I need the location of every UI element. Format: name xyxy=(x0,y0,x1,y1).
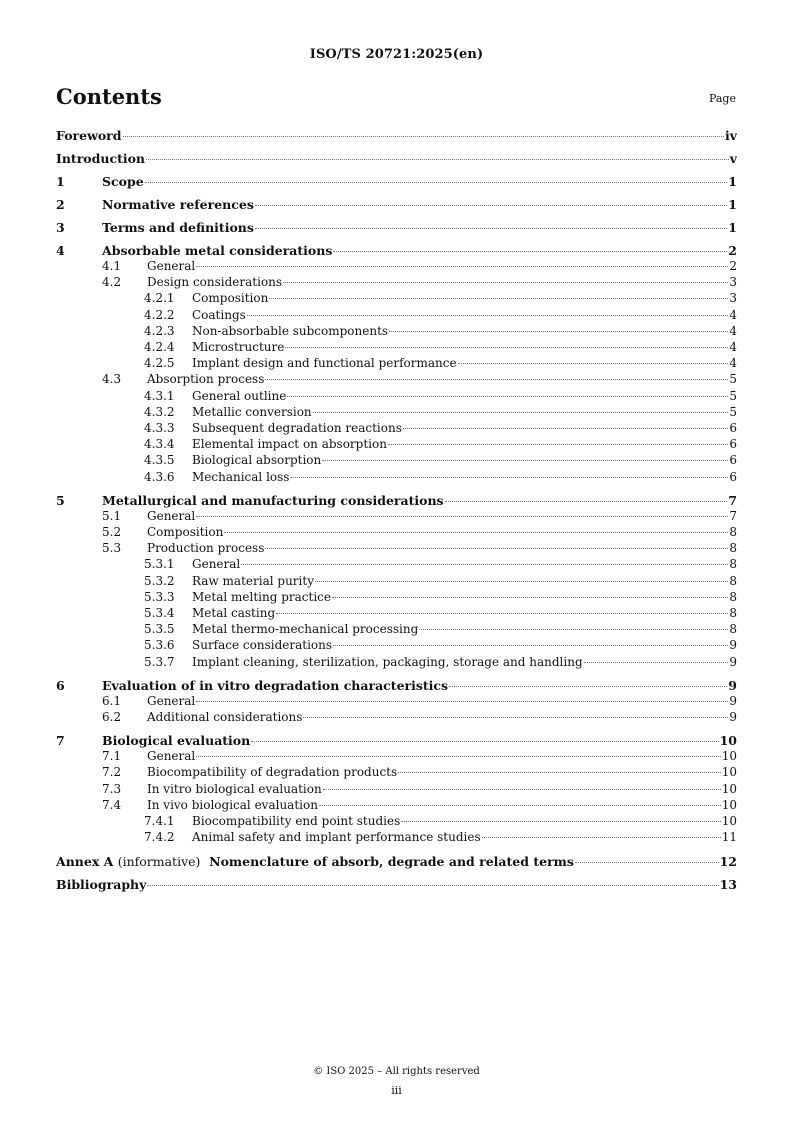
toc-number: 6.1 xyxy=(102,693,122,708)
toc-title: Biocompatibility end point studies xyxy=(192,814,401,829)
annex-title: Nomenclature of absorb, degrade and related terms xyxy=(209,853,574,869)
toc-title: Surface considerations xyxy=(192,638,333,653)
toc-entry-4-3-5[interactable] xyxy=(56,452,737,468)
copyright-notice: © ISO 2025 – All rights reserved xyxy=(313,1066,480,1077)
dot-leader xyxy=(196,516,728,517)
dot-leader xyxy=(323,789,721,790)
toc-entry-foreword[interactable] xyxy=(56,128,737,143)
dot-leader xyxy=(255,205,727,206)
dot-leader xyxy=(255,228,727,229)
toc-page: 1 xyxy=(728,174,737,189)
toc-page: 9 xyxy=(729,710,737,725)
toc-page: 3 xyxy=(729,275,737,290)
toc-page: 6 xyxy=(729,453,737,468)
dot-leader xyxy=(332,597,728,598)
toc-entry-5-3-7[interactable] xyxy=(56,654,737,670)
toc-number: 5.3.1 xyxy=(144,557,175,572)
toc-entry-7[interactable] xyxy=(56,733,737,748)
toc-title: General xyxy=(147,508,196,523)
toc-page: 12 xyxy=(719,853,737,869)
toc-title: Scope xyxy=(102,174,144,189)
dot-leader xyxy=(196,266,728,267)
dot-leader xyxy=(333,645,728,646)
toc-number: 4 xyxy=(56,243,65,258)
dot-leader xyxy=(398,772,721,773)
toc-title: Elemental impact on absorption xyxy=(192,437,387,452)
toc-number: 1 xyxy=(56,174,65,189)
toc-entry-3[interactable] xyxy=(56,220,737,235)
toc-entry-4-3-1[interactable] xyxy=(56,388,737,404)
document-id: ISO/TS 20721:2025(en) xyxy=(309,47,484,62)
toc-page: 9 xyxy=(729,693,737,708)
toc-page: 8 xyxy=(729,525,737,540)
toc-title: Metal melting practice xyxy=(192,589,331,604)
toc-number: 4.3.1 xyxy=(144,388,175,403)
dot-leader xyxy=(287,396,728,397)
toc-number: 5.3.7 xyxy=(144,654,175,669)
dot-leader xyxy=(575,862,719,863)
toc-entry-6-2[interactable] xyxy=(56,709,737,725)
toc-entry-7-1[interactable] xyxy=(56,748,737,764)
toc-title xyxy=(56,854,574,869)
toc-page: 5 xyxy=(729,388,737,403)
toc-page: 6 xyxy=(729,469,737,484)
toc-number: 7.1 xyxy=(102,749,122,764)
dot-leader xyxy=(145,182,728,183)
toc-number: 7.4.1 xyxy=(144,814,175,829)
toc-title: Absorbable metal considerations xyxy=(102,243,333,258)
toc-page: 2 xyxy=(728,243,737,258)
dot-leader xyxy=(285,347,728,348)
toc-title: General xyxy=(192,557,241,572)
toc-entry-5-3-2[interactable] xyxy=(56,573,737,589)
toc-title: Bibliography xyxy=(56,876,147,892)
toc-entry-7-2[interactable] xyxy=(56,764,737,780)
toc-number: 5.3.5 xyxy=(144,622,175,637)
toc-number: 6.2 xyxy=(102,710,122,725)
toc-title: General xyxy=(147,749,196,764)
toc-number: 3 xyxy=(56,220,65,235)
toc-page: 6 xyxy=(729,421,737,436)
toc-number: 4.2.5 xyxy=(144,356,175,371)
toc-number: 4.3.6 xyxy=(144,469,175,484)
table-of-contents xyxy=(56,128,737,892)
toc-title: Composition xyxy=(147,525,224,540)
toc-title: Animal safety and implant performance studies xyxy=(192,830,481,845)
toc-entry-4-2-2[interactable] xyxy=(56,307,737,323)
toc-number: 5 xyxy=(56,492,65,508)
toc-title: Additional considerations xyxy=(147,710,303,725)
toc-entry-1[interactable] xyxy=(56,174,737,189)
dot-leader xyxy=(265,379,728,380)
toc-number: 5.3.3 xyxy=(144,589,175,604)
toc-entry-4-2[interactable] xyxy=(56,274,737,290)
toc-page: 9 xyxy=(729,654,737,669)
toc-page: 1 xyxy=(728,220,737,235)
toc-entry-5-3-3[interactable] xyxy=(56,589,737,605)
toc-entry-introduction[interactable] xyxy=(56,151,737,166)
toc-page: 7 xyxy=(728,492,737,508)
toc-page: 10 xyxy=(721,749,737,764)
toc-title: Metal casting xyxy=(192,606,276,621)
toc-entry-7-4[interactable] xyxy=(56,797,737,813)
dot-leader xyxy=(449,686,727,687)
toc-title: Terms and definitions xyxy=(102,220,254,235)
annex-informative: (informative) xyxy=(117,853,201,869)
toc-title: Metallic conversion xyxy=(192,404,312,419)
toc-entry-4-2-3[interactable] xyxy=(56,323,737,339)
toc-page: 8 xyxy=(729,606,737,621)
toc-page: 11 xyxy=(721,830,737,845)
toc-page: 10 xyxy=(721,797,737,812)
dot-leader xyxy=(224,532,728,533)
toc-title: Metallurgical and manufacturing considerations xyxy=(102,492,444,508)
toc-page: 3 xyxy=(729,291,737,306)
toc-number: 7.3 xyxy=(102,781,122,796)
toc-entry-4-1[interactable] xyxy=(56,258,737,274)
annex-label: Annex A xyxy=(56,853,114,869)
dot-leader xyxy=(315,581,728,582)
dot-leader xyxy=(584,662,729,663)
toc-title: In vivo biological evaluation xyxy=(147,797,318,812)
toc-entry-5-3-6[interactable] xyxy=(56,637,737,653)
toc-title: Non-absorbable subcomponents xyxy=(192,323,389,338)
toc-entry-4-2-1[interactable] xyxy=(56,290,737,306)
dot-leader xyxy=(241,564,728,565)
toc-title: Design considerations xyxy=(147,275,283,290)
dot-leader xyxy=(389,331,728,332)
toc-entry-bibliography[interactable] xyxy=(56,877,737,892)
toc-title: Normative references xyxy=(102,197,254,212)
toc-number: 6 xyxy=(56,677,65,693)
toc-page: 10 xyxy=(721,781,737,796)
dot-leader xyxy=(146,159,729,160)
toc-number: 4.1 xyxy=(102,259,122,273)
toc-page: 10 xyxy=(721,765,737,780)
toc-entry-4-3-6[interactable] xyxy=(56,469,737,485)
toc-number: 5.3.6 xyxy=(144,638,175,653)
toc-number: 7 xyxy=(56,733,65,749)
toc-number: 2 xyxy=(56,197,65,212)
toc-title: Implant cleaning, sterilization, packaging, storage and handling xyxy=(192,654,583,669)
toc-page: 9 xyxy=(728,677,737,693)
dot-leader xyxy=(251,741,718,742)
dot-leader xyxy=(283,282,728,283)
toc-entry-2[interactable] xyxy=(56,197,737,212)
dot-leader xyxy=(269,298,728,299)
dot-leader xyxy=(247,315,729,316)
toc-number: 4.3 xyxy=(102,372,122,387)
toc-title: Biological absorption xyxy=(192,453,322,468)
toc-title: Production process xyxy=(147,541,265,556)
toc-number: 4.2 xyxy=(102,275,122,290)
toc-title: Microstructure xyxy=(192,340,285,355)
toc-title: In vitro biological evaluation xyxy=(147,781,322,796)
toc-page: 8 xyxy=(729,557,737,572)
toc-entry-7-4-2[interactable] xyxy=(56,829,737,845)
toc-title: Implant design and functional performance xyxy=(192,356,457,371)
toc-number: 7.4.2 xyxy=(144,830,175,845)
page-column-label: Page xyxy=(708,92,736,105)
toc-page: 4 xyxy=(729,323,737,338)
toc-title: Biocompatibility of degradation products xyxy=(147,765,398,780)
toc-entry-5-3-5[interactable] xyxy=(56,621,737,637)
toc-entry-5-1[interactable] xyxy=(56,508,737,524)
toc-title: Absorption process xyxy=(147,372,265,387)
toc-entry-7-4-1[interactable] xyxy=(56,813,737,829)
page-number: iii xyxy=(391,1084,402,1097)
dot-leader xyxy=(265,548,728,549)
dot-leader xyxy=(196,756,720,757)
toc-entry-4-2-5[interactable] xyxy=(56,355,737,371)
toc-number: 5.3.2 xyxy=(144,573,175,588)
toc-number: 4.3.4 xyxy=(144,437,175,452)
toc-entry-6[interactable] xyxy=(56,678,737,693)
toc-title: General xyxy=(147,259,196,273)
dot-leader xyxy=(276,613,728,614)
dot-leader xyxy=(419,629,728,630)
toc-entry-4-3-2[interactable] xyxy=(56,404,737,420)
toc-title: Composition xyxy=(192,291,269,306)
dot-leader xyxy=(303,717,728,718)
toc-page: 4 xyxy=(729,356,737,371)
toc-page: v xyxy=(729,151,737,166)
toc-entry-5-3-4[interactable] xyxy=(56,605,737,621)
toc-page: 9 xyxy=(729,638,737,653)
toc-page: 10 xyxy=(719,733,737,749)
dot-leader xyxy=(313,412,729,413)
toc-title: Biological evaluation xyxy=(102,733,251,749)
dot-leader xyxy=(290,477,728,478)
toc-page: 2 xyxy=(729,259,737,273)
toc-entry-6-1[interactable] xyxy=(56,693,737,709)
toc-number: 4.2.3 xyxy=(144,323,175,338)
dot-leader xyxy=(403,428,728,429)
dot-leader xyxy=(445,501,728,502)
toc-entry-4-3-4[interactable] xyxy=(56,436,737,452)
dot-leader xyxy=(388,444,728,445)
toc-page: 8 xyxy=(729,541,737,556)
dot-leader xyxy=(319,805,721,806)
toc-number: 4.3.3 xyxy=(144,421,175,436)
toc-page: 5 xyxy=(729,372,737,387)
dot-leader xyxy=(333,251,727,252)
toc-number: 7.4 xyxy=(102,797,122,812)
toc-page: 8 xyxy=(729,589,737,604)
toc-title: Metal thermo-mechanical processing xyxy=(192,622,419,637)
dot-leader xyxy=(401,821,720,822)
toc-entry-4-3[interactable] xyxy=(56,371,737,387)
dot-leader xyxy=(147,885,718,886)
toc-number: 4.2.4 xyxy=(144,340,175,355)
toc-entry-5-2[interactable] xyxy=(56,524,737,540)
page-title: Contents xyxy=(56,84,162,109)
toc-page: iv xyxy=(724,128,737,143)
toc-title: Raw material purity xyxy=(192,573,314,588)
toc-page: 7 xyxy=(729,508,737,523)
toc-title: Evaluation of in vitro degradation characteristics xyxy=(102,677,449,693)
toc-entry-annex-a[interactable] xyxy=(56,854,737,869)
toc-title: General outline xyxy=(192,388,287,403)
toc-number: 5.3 xyxy=(102,541,122,556)
toc-page: 1 xyxy=(728,197,737,212)
toc-page: 8 xyxy=(729,573,737,588)
toc-entry-4[interactable] xyxy=(56,243,737,258)
toc-title: Subsequent degradation reactions xyxy=(192,421,402,436)
toc-title: General xyxy=(147,693,196,708)
toc-number: 4.2.2 xyxy=(144,307,175,322)
toc-page: 8 xyxy=(729,622,737,637)
toc-number: 5.2 xyxy=(102,525,122,540)
toc-entry-4-2-4[interactable] xyxy=(56,339,737,355)
toc-title: Mechanical loss xyxy=(192,469,290,484)
toc-number: 4.2.1 xyxy=(144,291,175,306)
toc-page: 4 xyxy=(729,307,737,322)
toc-number: 4.3.5 xyxy=(144,453,175,468)
toc-page: 10 xyxy=(721,814,737,829)
dot-leader xyxy=(322,460,728,461)
toc-number: 4.3.2 xyxy=(144,404,175,419)
toc-page: 6 xyxy=(729,437,737,452)
toc-number: 7.2 xyxy=(102,765,122,780)
dot-leader xyxy=(482,837,721,838)
toc-entry-5-3-1[interactable] xyxy=(56,556,737,572)
toc-title: Foreword xyxy=(56,128,122,143)
toc-page: 5 xyxy=(729,404,737,419)
toc-entry-7-3[interactable] xyxy=(56,781,737,797)
toc-entry-5-3[interactable] xyxy=(56,540,737,556)
toc-number: 5.3.4 xyxy=(144,606,175,621)
dot-leader xyxy=(196,701,728,702)
toc-title: Coatings xyxy=(192,307,246,322)
toc-title: Introduction xyxy=(56,151,146,166)
toc-page: 13 xyxy=(719,876,737,892)
toc-page: 4 xyxy=(729,340,737,355)
toc-number: 5.1 xyxy=(102,508,122,523)
toc-entry-5[interactable] xyxy=(56,493,737,508)
toc-entry-4-3-3[interactable] xyxy=(56,420,737,436)
dot-leader xyxy=(458,363,729,364)
dot-leader xyxy=(123,136,724,137)
